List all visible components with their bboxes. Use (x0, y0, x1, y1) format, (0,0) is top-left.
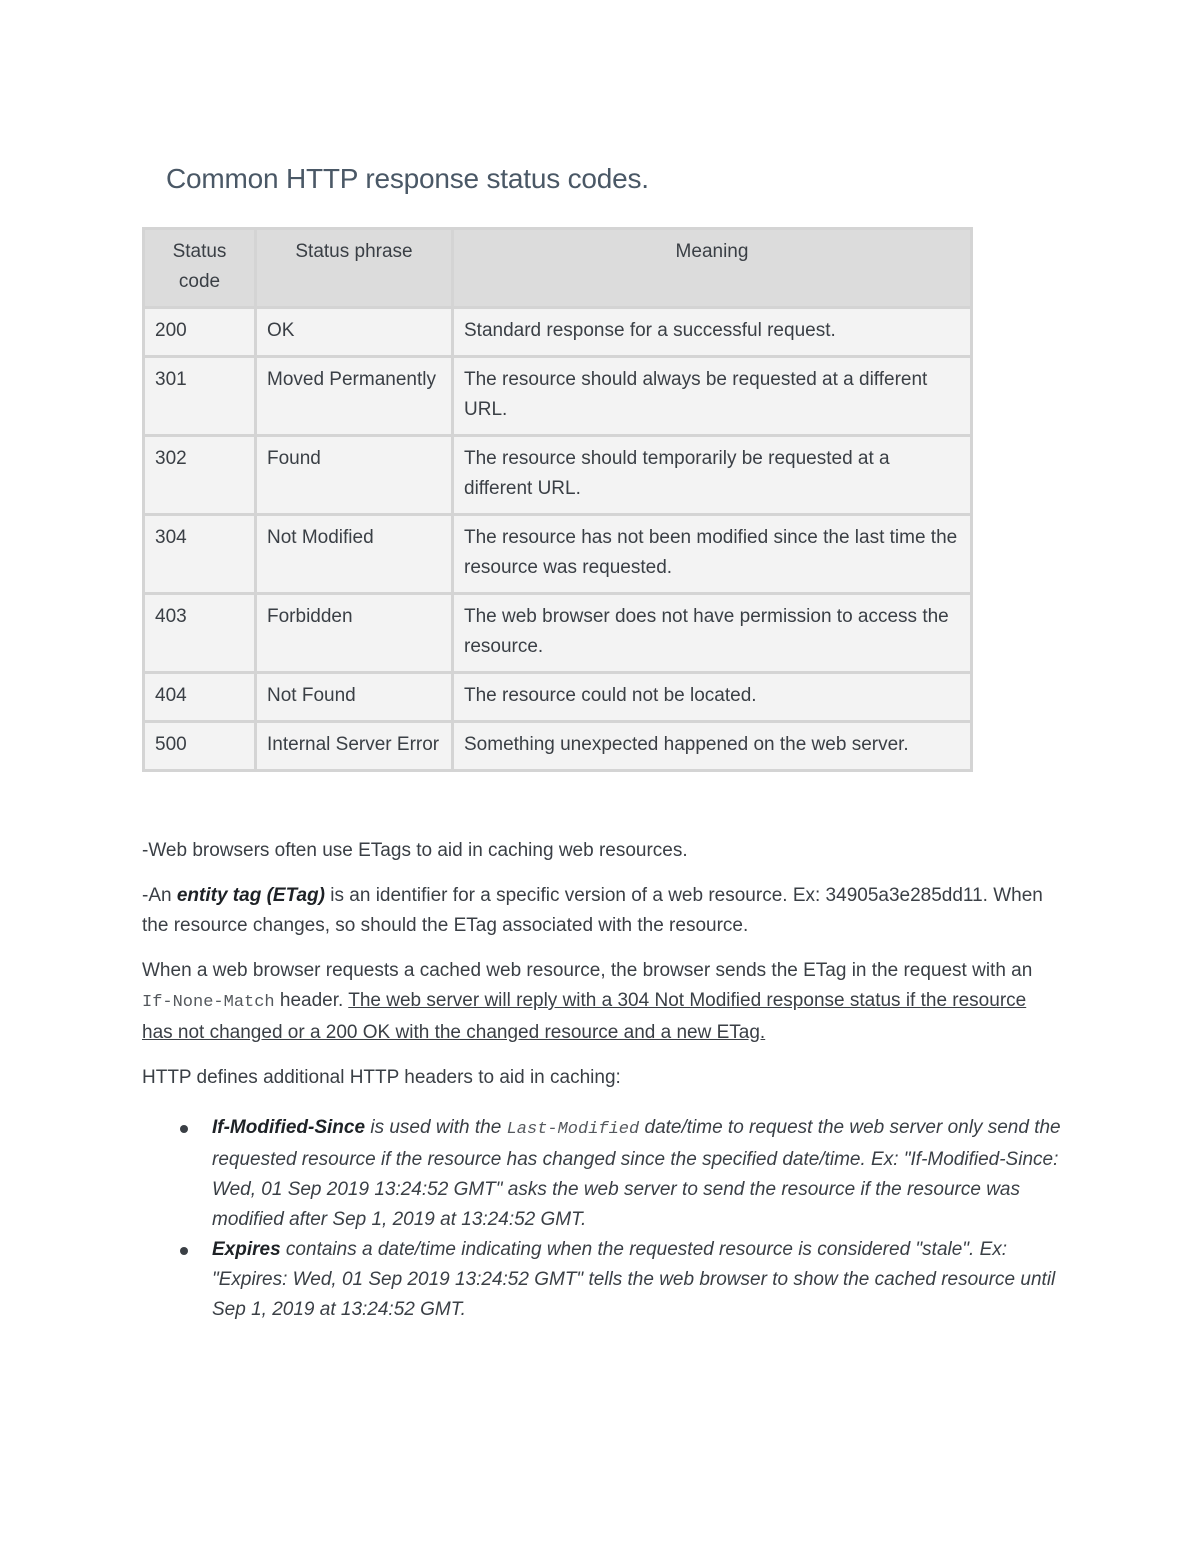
term-if-modified-since: If-Modified-Since (212, 1117, 366, 1138)
caching-headers-list (142, 1113, 1062, 1325)
text-fragment: -An (142, 885, 177, 906)
header-status-code: Status code (144, 229, 256, 308)
cell-code: 500 (144, 722, 256, 771)
cell-meaning: Standard response for a successful request. (453, 308, 972, 357)
cell-phrase: Internal Server Error (256, 722, 453, 771)
text-fragment: When a web browser requests a cached web resource, the browser sends the ETag in the request with an (142, 960, 1033, 981)
text-fragment: is an identifier for a specific version of a web resource. Ex: 34905a3e285dd11. When the resource changes, so should the ETag associated with the resource. (142, 885, 1043, 936)
body-text (142, 836, 1062, 1325)
cell-code: 403 (144, 594, 256, 673)
cell-code: 200 (144, 308, 256, 357)
table-row (144, 308, 972, 357)
cell-code: 302 (144, 436, 256, 515)
paragraph-cache-request (142, 956, 1062, 1048)
cell-phrase: Not Found (256, 673, 453, 722)
underlined-note: The web server will reply with a 304 Not Modified response status if the resource has not changed or a 200 OK with the changed resource and a new ETag. (142, 990, 1027, 1043)
text-fragment: header. (274, 990, 349, 1011)
code-if-none-match: If-None-Match (142, 993, 275, 1012)
cell-phrase: Found (256, 436, 453, 515)
text-fragment: is used with the (365, 1117, 507, 1138)
status-codes-table (142, 227, 973, 772)
cell-meaning: The resource has not been modified since the last time the resource was requested. (453, 515, 972, 594)
text-fragment: date/time to request the web server only send the requested resource if the resource has changed since the specified date/time. Ex: "If-Modified-Since: Wed, 01 Sep 2019 13:24:52 GMT" asks the web server to send the resource if the resource was modified after Sep 1, 2019 at 13:24:52 GMT. (212, 1117, 1061, 1230)
cell-phrase: Not Modified (256, 515, 453, 594)
table-row (144, 722, 972, 771)
table-row (144, 515, 972, 594)
list-item (212, 1113, 1062, 1235)
cell-phrase: Forbidden (256, 594, 453, 673)
header-meaning: Meaning (453, 229, 972, 308)
page-title: Common HTTP response status codes. (166, 163, 649, 194)
cell-code: 301 (144, 357, 256, 436)
cell-meaning: The resource should temporarily be requested at a different URL. (453, 436, 972, 515)
cell-meaning: The resource could not be located. (453, 673, 972, 722)
cell-code: 404 (144, 673, 256, 722)
cell-phrase: Moved Permanently (256, 357, 453, 436)
table-row (144, 436, 972, 515)
code-last-modified: Last-Modified (506, 1120, 640, 1139)
term-expires: Expires (212, 1239, 281, 1260)
paragraph-headers-intro: HTTP defines additional HTTP headers to aid in caching: (142, 1067, 621, 1088)
list-item (212, 1235, 1062, 1325)
table-row (144, 357, 972, 436)
cell-phrase: OK (256, 308, 453, 357)
cell-meaning: The resource should always be requested at a different URL. (453, 357, 972, 436)
cell-meaning: Something unexpected happened on the web server. (453, 722, 972, 771)
cell-meaning: The web browser does not have permission to access the resource. (453, 594, 972, 673)
paragraph-etags-intro: -Web browsers often use ETags to aid in caching web resources. (142, 840, 688, 861)
cell-code: 304 (144, 515, 256, 594)
table-row (144, 673, 972, 722)
paragraph-etag-definition (142, 881, 1062, 941)
table-header-row (144, 229, 972, 308)
text-fragment: contains a date/time indicating when the requested resource is considered "stale". Ex: "Expires: Wed, 01 Sep 2019 13:24:52 GMT" tells the web browser to show the cached resource until Sep 1, 2019 at 13:24:52 GMT. (212, 1239, 1056, 1320)
header-status-phrase: Status phrase (256, 229, 453, 308)
table-row (144, 594, 972, 673)
term-entity-tag: entity tag (ETag) (176, 885, 325, 906)
